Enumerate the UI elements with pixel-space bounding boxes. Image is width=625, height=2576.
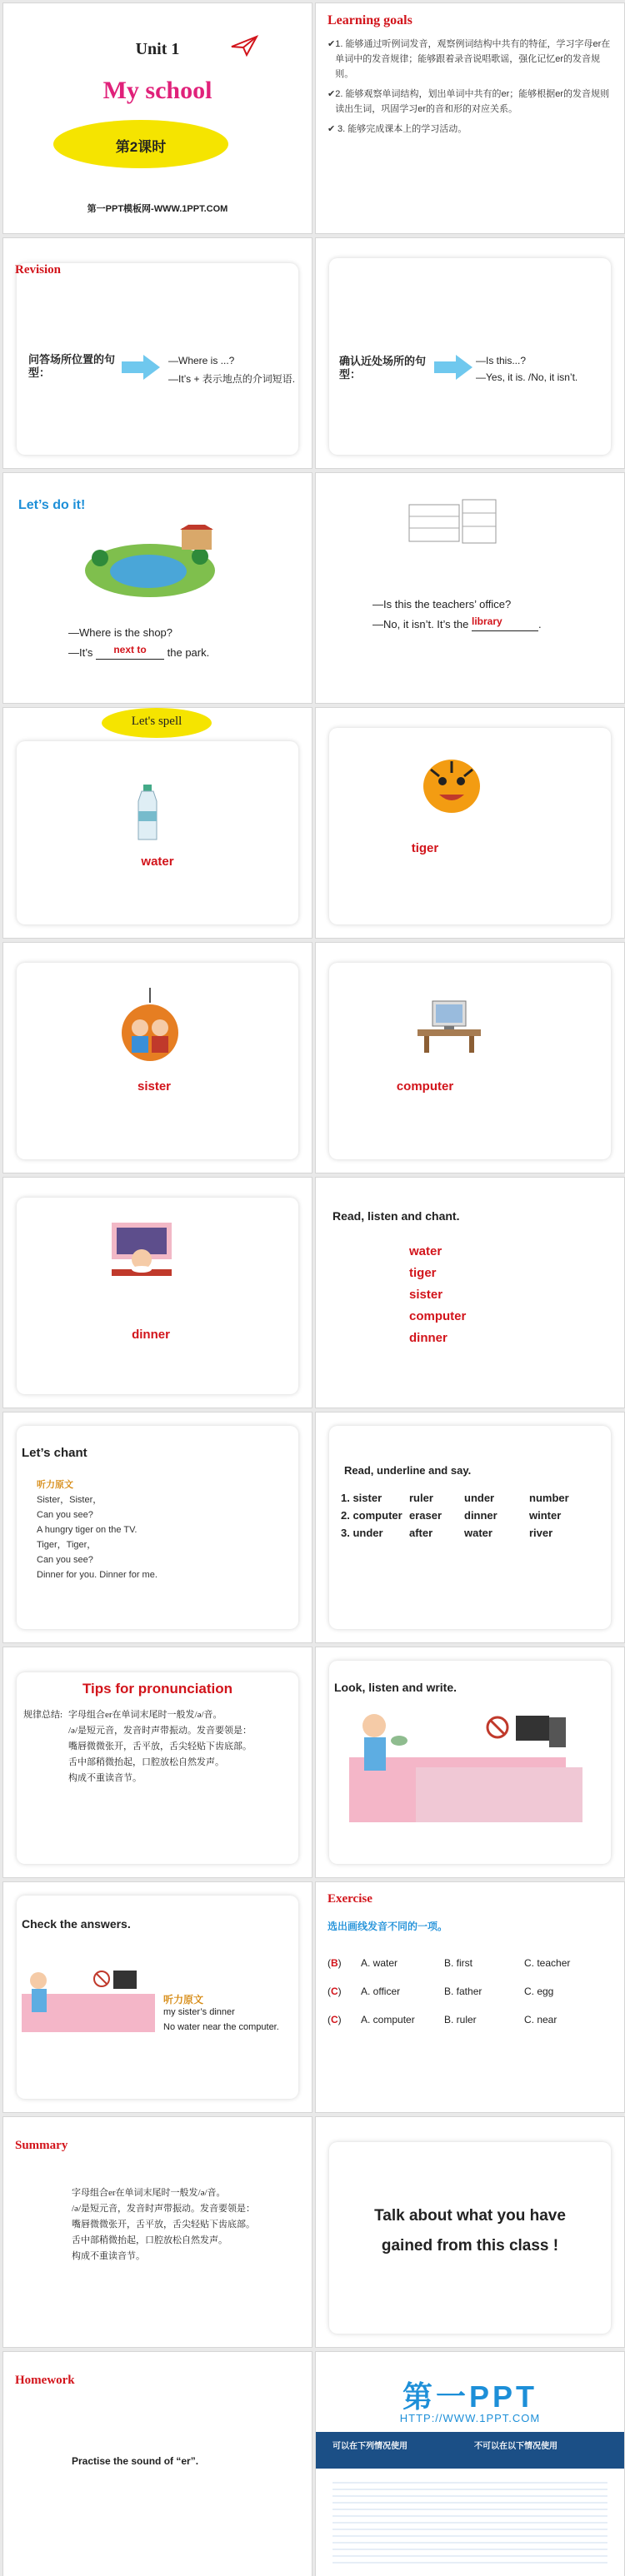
tips-text: 规律总结: 字母组合er在单词末尾时一般发/ə/音。 /ə/是短元音，发音时声带振动。发音要领是： 嘴唇微微张开，舌平放，舌尖轻贴下齿底部。 舌中部稍微抬起，口腔放松自然发声。 构成不重读音节。 [23,1710,252,1783]
sister-icon [117,988,183,1063]
confirm-question: —Is this...? [476,355,527,366]
slide-dinner [2,1177,312,1408]
check-heading: Check the answers. [22,1917,131,1931]
slide-teachers-office [315,472,625,704]
answer-blank: next to [96,646,164,660]
slide-tiger [315,707,625,939]
library-sketch [408,496,499,546]
office-answer: —No, it isn’t. It’s the library . [372,615,542,630]
park-illustration [83,525,225,600]
revision-answer: —It’s + 表示地点的介词短语. [168,373,296,385]
chant-lines: Sister，Sister， Can you see? A hungry tiger on the TV. Tiger，Tiger， Can you see? Dinner for you. Dinner for me. [37,1495,158,1580]
arrow-right-icon [434,355,472,380]
usage-forbidden-head: 不可以在以下情况使用 [474,2442,558,2451]
underline-table [341,1489,569,1542]
learning-goals-heading: Learning goals [328,13,412,27]
course-title: My school [102,77,212,104]
tiger-icon [414,753,489,820]
title-footer: 第一PPT模板网-WWW.1PPT.COM [87,204,228,214]
paper-plane-icon [230,35,258,57]
chant-word: sister [409,1288,443,1302]
usage-allowed-head: 可以在下列情况使用 [332,2442,408,2451]
goal-item: ✔ 2. 能够观察单词结构，划出单词中共有的er；能够根据er的发音规则读出生词，巩固学习er的音和形的对应关系。 [328,87,612,117]
word-sister: sister [137,1079,172,1094]
summary-heading: Summary [15,2139,68,2152]
table-row: 2. computer eraser dinner winter [341,1509,562,1522]
slide-read-listen-chant [315,1177,625,1408]
slide-1ppt [315,2351,625,2576]
slide-talk-about [315,2116,625,2348]
listening-script-label: 听力原文 [37,1480,73,1490]
table-row: 1. sister ruler under number [341,1492,569,1504]
answer-blank: library [472,618,538,631]
word-dinner: dinner [132,1328,170,1342]
exercise-heading: Exercise [328,1892,372,1906]
slide-title [2,2,312,234]
word-computer: computer [396,1079,454,1094]
revision-label: 问答场所位置的句型： [28,353,116,379]
slide-sister [2,942,312,1173]
exercise-row: (C) A. officer B. father C. egg [328,1986,554,1997]
underline-heading: Read, underline and say. [344,1464,472,1477]
ppt-url: HTTP://WWW.1PPT.COM [399,2412,541,2424]
slide-confirm-place [315,237,625,469]
chant-word: dinner [409,1331,448,1345]
check-script-label: 听力原文 [163,1994,204,2005]
slide-computer [315,942,625,1173]
chant-word: computer [409,1309,467,1323]
slide-look-listen-write [315,1647,625,1878]
check-line-1: my sister’s dinner [163,2007,235,2017]
homework-text: Practise the sound of “er”. [72,2455,199,2467]
check-line-2: No water near the computer. [163,2022,279,2032]
do-question: —Where is the shop? [68,626,173,639]
exercise-row: (C) A. computer B. ruler C. near [328,2014,558,2025]
slide-revision [2,237,312,469]
talk-line-2: gained from this class ! [381,2237,559,2255]
revision-heading: Revision [15,263,62,277]
talk-line-1: Talk about what you have [374,2207,566,2225]
table-row: 3. under after water river [341,1527,553,1539]
confirm-answer: —Yes, it is. /No, it isn’t. [476,371,578,383]
word-tiger: tiger [411,841,439,855]
chant-word-list [409,1241,466,1349]
slide-tips [2,1647,312,1878]
summary-text: 字母组合er在单词末尾时一般发/ə/音。 /ə/是短元音，发音时声带振动。发音要领是： 嘴唇微微张开，舌平放，舌尖轻贴下齿底部。 舌中部稍微抬起，口腔放松自然发声。 构成不重读音节。 [72,2188,255,2261]
revision-question: —Where is ...? [168,355,235,366]
check-illustration [22,1967,155,2034]
check-icon: ✔ [328,39,336,49]
water-bottle-icon [135,785,160,843]
lets-chant-heading: Let’s chant [22,1446,88,1460]
dinner-icon [108,1223,175,1289]
chant-word: tiger [409,1266,437,1280]
exercise-row: (B) A. water B. first C. teacher [328,1957,571,1969]
goals-list [328,37,612,137]
goal-item: ✔ 1. 能够通过听例词发音，观察例词结构中共有的特征，学习字母er在单词中的发音规律；能够跟着录音说唱歌谣，强化记忆er的发音规则。 [328,37,612,82]
check-icon: ✔ [328,124,336,134]
office-question: —Is this the teachers’ office? [372,598,512,610]
slide-lets-do-it [2,472,312,704]
goal-item: ✔ 3. 能够完成课本上的学习活动。 [328,122,612,137]
slide-learning-goals [315,2,625,234]
exercise-instruction: 选出画线发音不同的一项。 [328,1921,448,1932]
confirm-label: 确认近处场所的句型： [339,355,427,381]
slide-check-answers [2,1881,312,2113]
slide-homework [2,2351,312,2576]
slide-read-underline [315,1412,625,1643]
tips-heading: Tips for pronunciation [82,1681,233,1697]
unit-label: Unit 1 [135,40,180,58]
computer-card [329,963,611,1159]
look-listen-illustration [349,1707,591,1824]
word-water: water [141,855,174,869]
check-icon: ✔ [328,89,336,99]
arrow-right-icon [122,355,160,380]
chant-word: water [409,1244,442,1258]
chant-words-heading: Read, listen and chant. [332,1209,460,1223]
slide-exercise [315,1881,625,2113]
slide-lets-chant [2,1412,312,1643]
do-answer: —It’s next to the park. [68,644,210,659]
ppt-link-block [332,2477,608,2569]
computer-icon [416,996,482,1054]
look-listen-heading: Look, listen and write. [334,1681,458,1694]
ppt-logo: 第一PPT [402,2379,538,2414]
spell-banner-label: Let's spell [131,715,182,728]
exercise-rows [328,1949,570,2034]
lesson-label: 第2课时 [115,139,167,155]
slide-water [2,707,312,939]
slide-summary [2,2116,312,2348]
lets-do-it-heading: Let’s do it! [18,498,86,512]
homework-heading: Homework [15,2374,75,2387]
